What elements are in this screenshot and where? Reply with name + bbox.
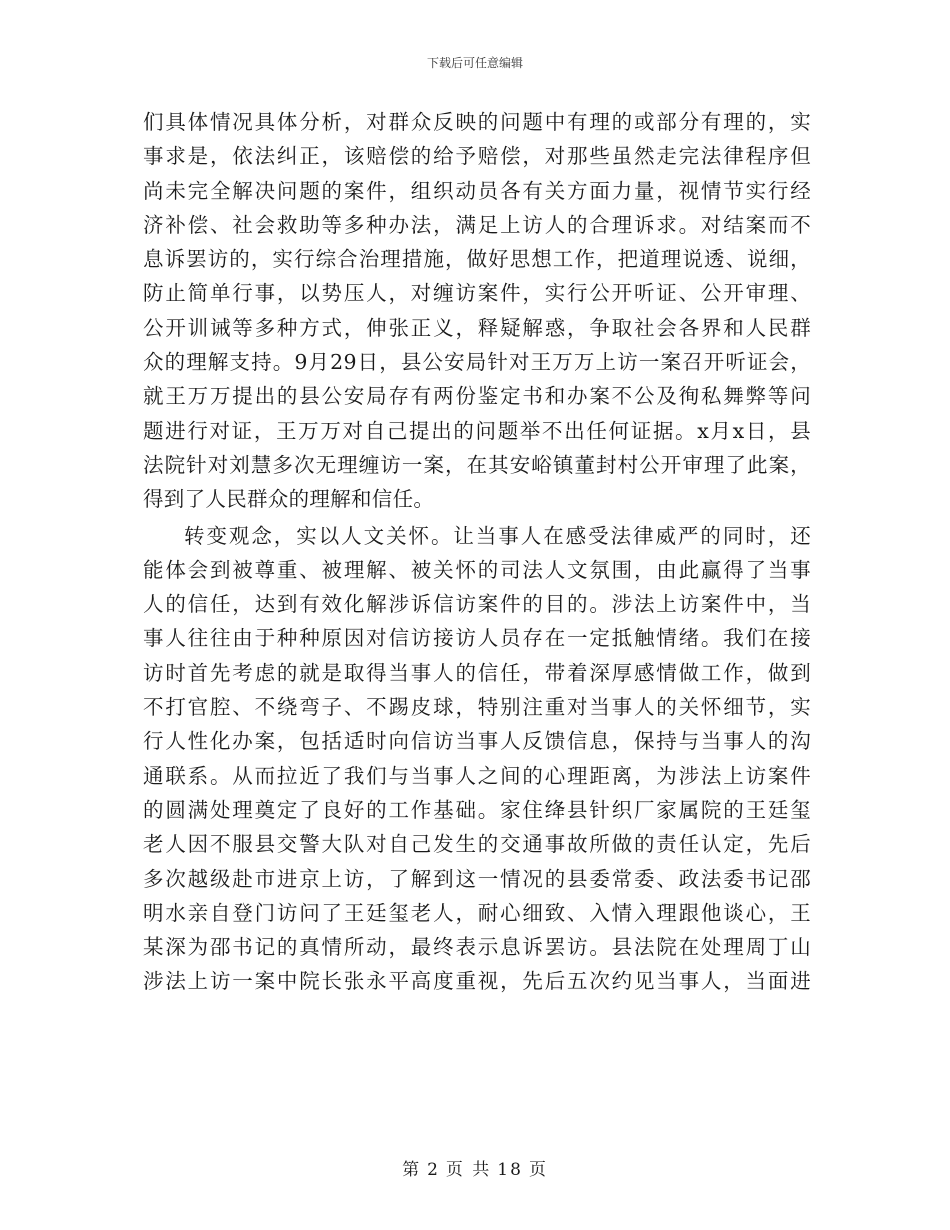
text-line: 法院针对刘慧多次无理缠访一案，在其安峪镇董封村公开审理了此案，	[143, 452, 811, 477]
text-line: 老人因不服县交警大队对自己发生的交通事故所做的责任认定，先后	[143, 832, 811, 857]
page-header: 下载后可任意编辑	[426, 56, 523, 70]
footer-mid: 页 共	[445, 1160, 492, 1180]
text-line: 就王万万提出的县公安局存有两份鉴定书和办案不公及徇私舞弊等问	[143, 384, 811, 409]
text-line: 济补偿、社会救助等多种办法，满足上访人的合理诉求。对结案而不	[143, 212, 811, 237]
text-line: 得到了人民群众的理解和信任。	[143, 487, 435, 512]
footer-prefix: 第	[402, 1160, 422, 1180]
text-line: 转变观念，实以人文关怀。让当事人在感受法律威严的同时，还	[184, 523, 811, 548]
paragraph	[143, 105, 811, 517]
text-line: 行人性化办案，包括适时向信访当事人反馈信息，保持与当事人的沟	[143, 729, 811, 754]
text-line: 尚未完全解决问题的案件，组织动员各有关方面力量，视情节实行经	[143, 178, 811, 203]
page-footer	[0, 1155, 950, 1180]
text-line: 涉法上访一案中院长张永平高度重视，先后五次约见当事人，当面进	[143, 969, 811, 994]
text-line: 多次越级赴市进京上访，了解到这一情况的县委常委、政法委书记邵	[143, 866, 811, 891]
text-line: 人的信任，达到有效化解涉诉信访案件的目的。涉法上访案件中，当	[143, 592, 811, 617]
text-line: 能体会到被尊重、被理解、被关怀的司法人文氛围，由此赢得了当事	[143, 557, 811, 582]
text-line: 通联系。从而拉近了我们与当事人之间的心理距离，为涉法上访案件	[143, 763, 811, 788]
text-line: 题进行对证，王万万对自己提出的问题举不出任何证据。x月x日，县	[143, 418, 811, 443]
text-line: 事求是，依法纠正，该赔偿的给予赔偿，对那些虽然走完法律程序但	[143, 144, 811, 169]
document-body	[143, 105, 811, 999]
text-line: 某深为邵书记的真情所动，最终表示息诉罢访。县法院在处理周丁山	[143, 935, 811, 960]
footer-page-number: 2	[427, 1160, 440, 1180]
text-line: 众的理解支持。9月29日，县公安局针对王万万上访一案召开听证会，	[143, 350, 811, 375]
text-line: 事人往往由于种种原因对信访接访人员存在一定抵触情绪。我们在接	[143, 626, 811, 651]
text-line: 明水亲自登门访问了王廷玺老人，耐心细致、入情入理跟他谈心，王	[143, 900, 811, 925]
footer-total-pages: 18	[497, 1160, 523, 1180]
text-line: 防止简单行事，以势压人，对缠访案件，实行公开听证、公开审理、	[143, 281, 811, 306]
footer-suffix: 页	[528, 1160, 548, 1180]
text-line: 访时首先考虑的就是取得当事人的信任，带着深厚感情做工作，做到	[143, 660, 811, 685]
paragraph	[143, 519, 811, 999]
text-line: 们具体情况具体分析，对群众反映的问题中有理的或部分有理的，实	[143, 110, 811, 134]
text-line: 不打官腔、不绕弯子、不踢皮球，特别注重对当事人的关怀细节，实	[143, 695, 811, 720]
text-line: 息诉罢访的，实行综合治理措施，做好思想工作，把道理说透、说细，	[143, 247, 811, 272]
text-line: 公开训诫等多种方式，伸张正义，释疑解惑，争取社会各界和人民群	[143, 315, 811, 340]
text-line: 的圆满处理奠定了良好的工作基础。家住绛县针织厂家属院的王廷玺	[143, 797, 811, 822]
